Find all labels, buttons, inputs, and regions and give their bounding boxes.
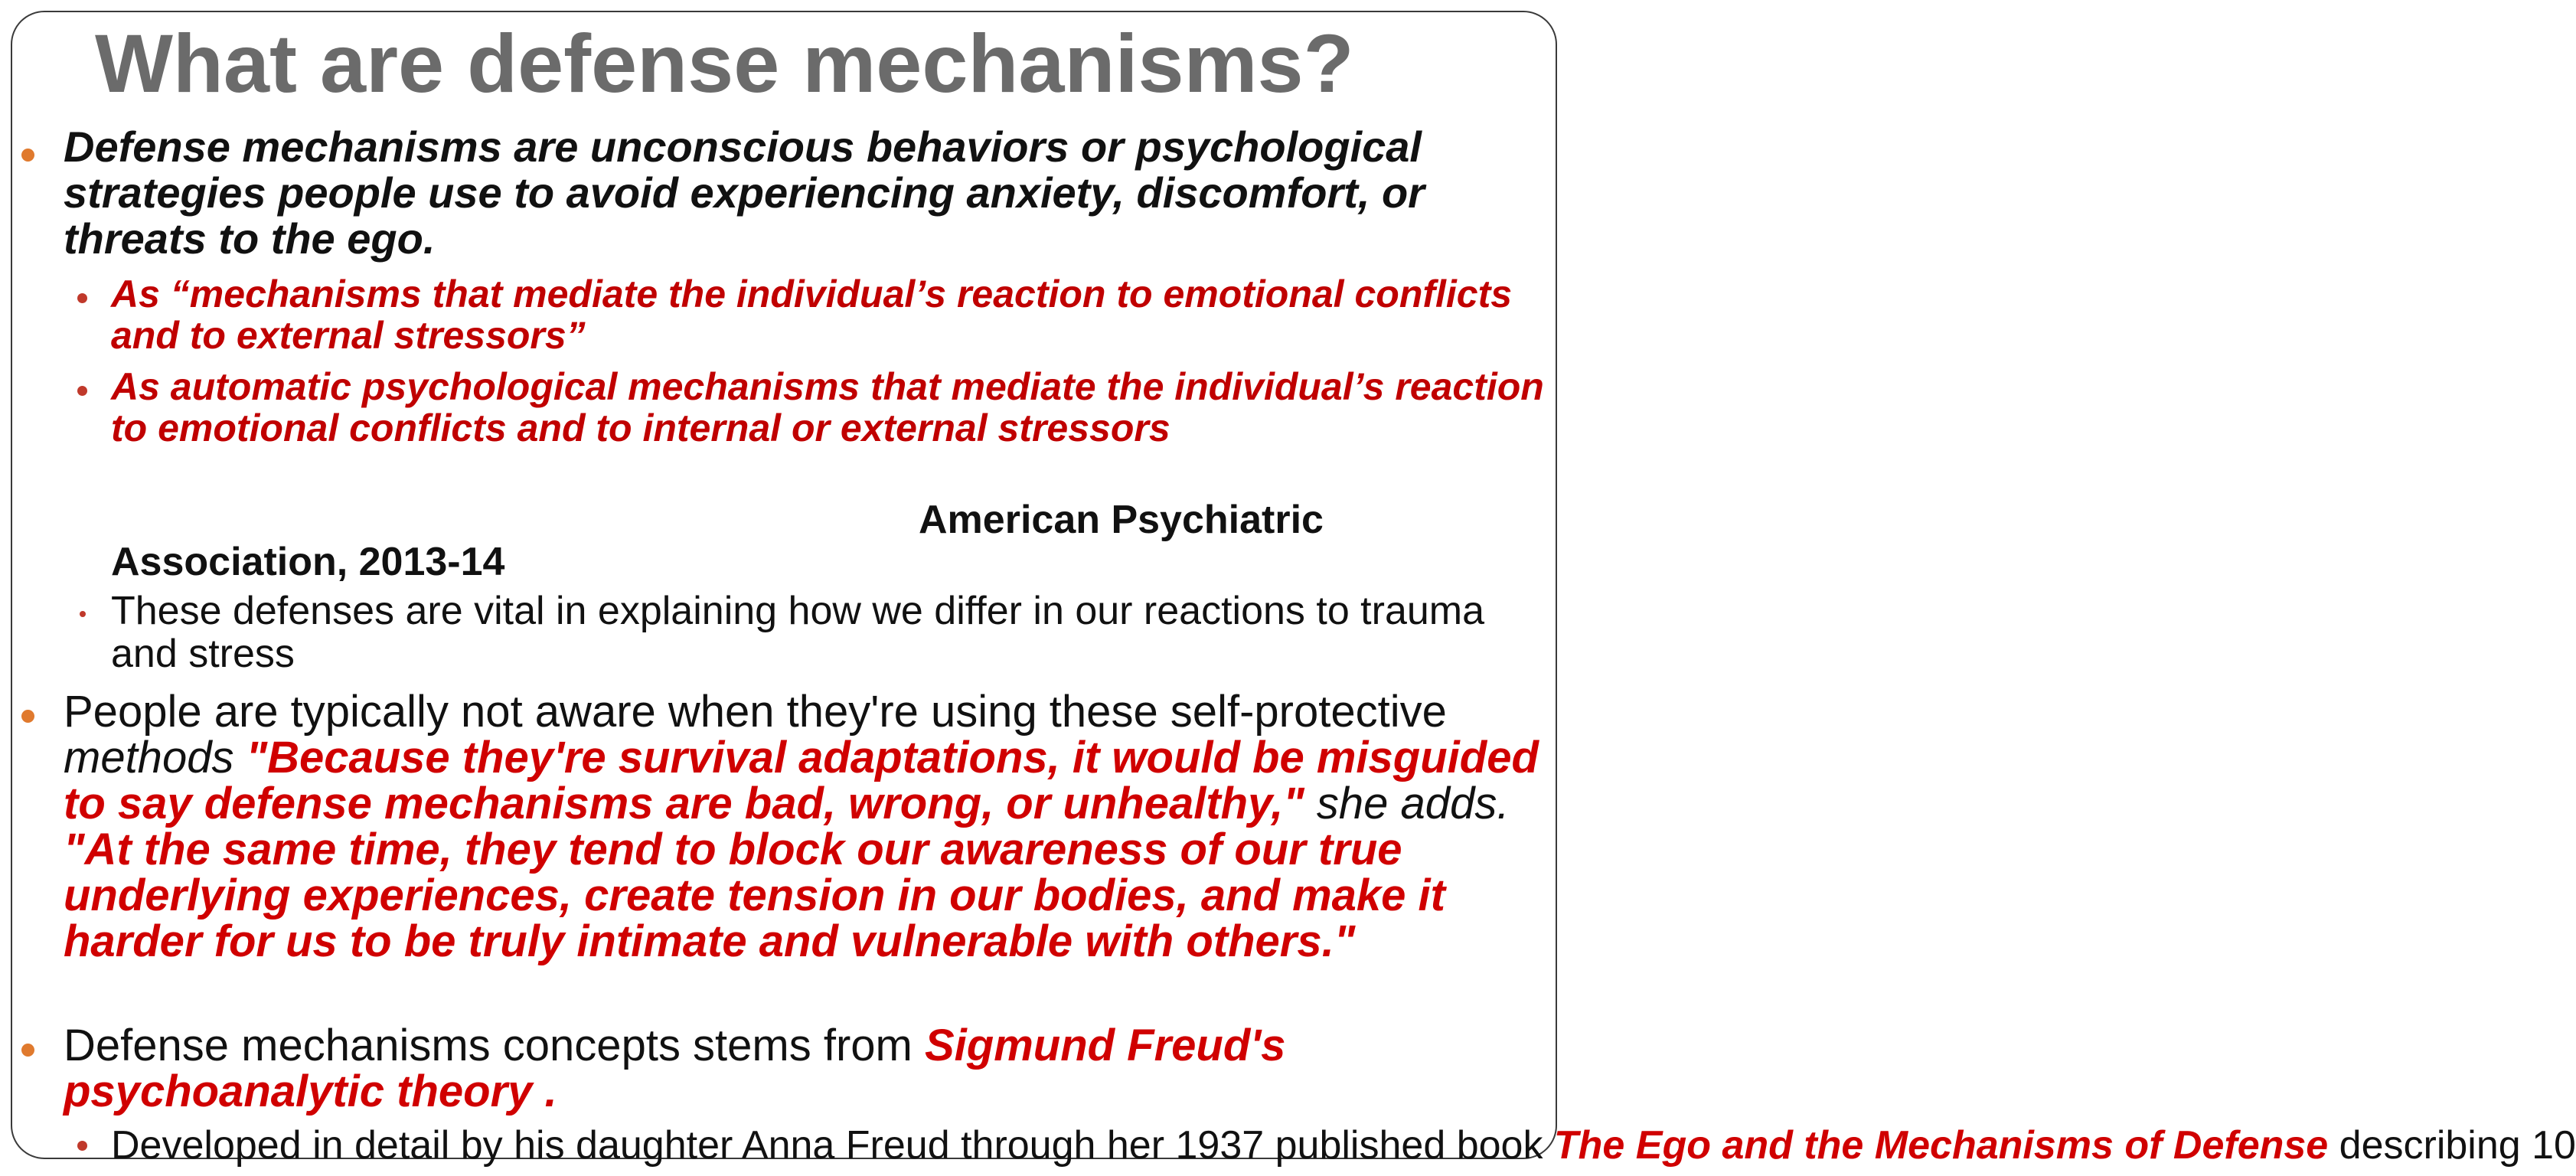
bullet-dot <box>21 710 34 723</box>
bullet-freud-text: Defense mechanisms concepts stems from <box>64 1021 925 1070</box>
bullet-dot <box>21 149 34 162</box>
citation-line-1: American Psychiatric <box>919 498 1324 542</box>
anna-freud-text: Developed in detail by his daughter Anna Freud through her 1937 published book <box>111 1123 1554 1168</box>
bullet-awareness-text: People are typically not aware when they're using these self-protective <box>64 687 1447 737</box>
bullet-awareness <box>64 689 1549 965</box>
sub-bullet-apa-quote-1: As “mechanisms that mediate the individual’s reaction to emotional conflicts and to external stressors” <box>111 273 1513 357</box>
bullet-awareness-space <box>233 733 246 782</box>
sub-bullet-dot <box>77 386 87 396</box>
quote-block-awareness: "At the same time, they tend to block our awareness of our true underlying experiences, create tension in our bodies, and make it harder for us to be truly intimate and vulnerable with others." <box>64 825 1445 966</box>
sub-bullet-dot <box>77 293 87 303</box>
bullet-definition: Defense mechanisms are unconscious behaviors or psychological strategies people use to avoid experiencing anxiety, discomfort, or threats to the ego. <box>64 122 1425 263</box>
quote-survival-adaptations: "Because they're survival adaptations, it would be misguided to say defense mechanisms are bad, wrong, or unhealthy," <box>64 733 1539 828</box>
anna-freud-text-end: describing 10 <box>2328 1123 2576 1168</box>
citation-line-2: Association, 2013-14 <box>111 540 505 584</box>
sub-bullet-dot <box>80 611 86 617</box>
bullet-freud-origin <box>64 1023 1518 1115</box>
sub-bullet-anna-freud <box>111 1122 2576 1168</box>
bullet-awareness-methods: methods <box>64 733 234 782</box>
freud-theory-emphasis: Sigmund Freud's psychoanalytic theory . <box>64 1021 1286 1116</box>
sub-bullet-vital-defenses: These defenses are vital in explaining how we differ in our reactions to trauma and stress <box>111 589 1485 676</box>
bullet-dot <box>21 1044 34 1057</box>
she-adds-text: she adds. <box>1304 779 1510 828</box>
sub-bullet-dot <box>77 1141 87 1151</box>
sub-bullet-apa-quote-2: As automatic psychological mechanisms that mediate the individual’s reaction to emotional conflicts and to internal or external stressors <box>111 365 1544 449</box>
slide-title: What are defense mechanisms? <box>95 17 1354 109</box>
book-title-emphasis: The Ego and the Mechanisms of Defense <box>1553 1123 2329 1168</box>
